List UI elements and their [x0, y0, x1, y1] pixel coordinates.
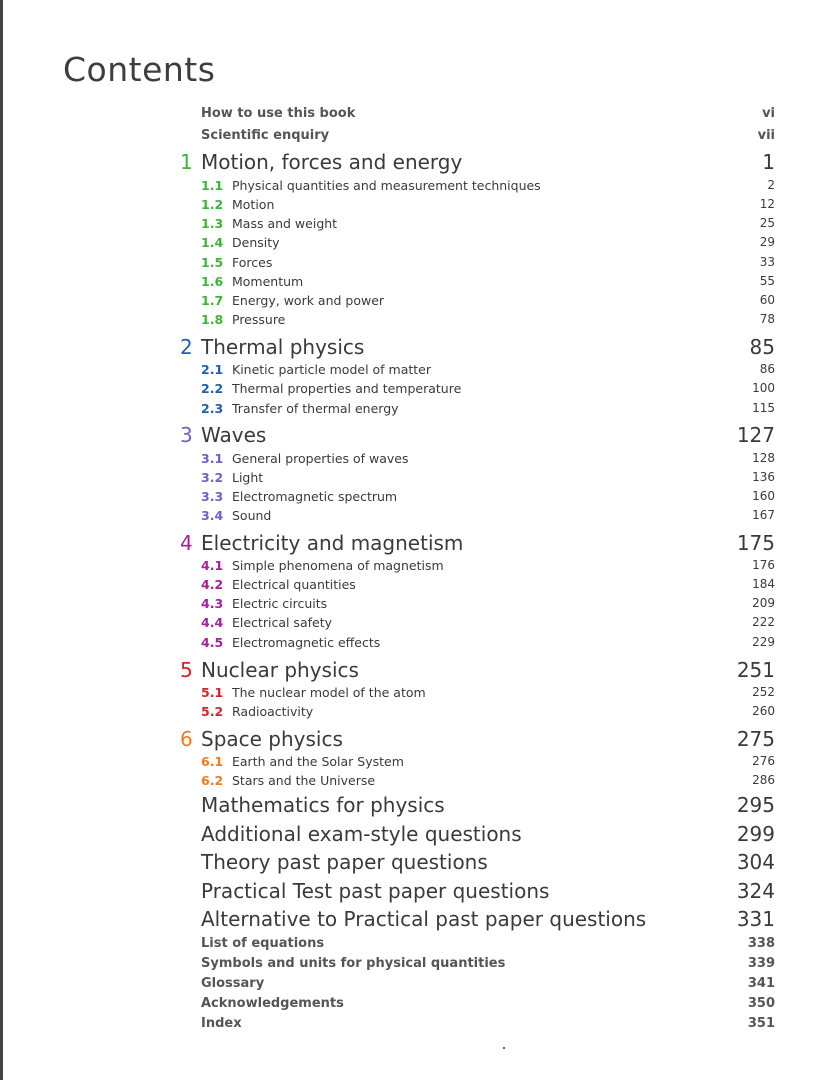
section-page: 86 [759, 362, 775, 376]
section-title: Physical quantities and measurement techniques [232, 178, 541, 193]
section-number: 3.4 [201, 508, 224, 523]
section-page: 229 [752, 635, 775, 649]
section-page: 55 [759, 274, 775, 288]
chapter-title: Thermal physics [201, 335, 365, 359]
chapter-page: 175 [736, 531, 775, 555]
section-title: Pressure [232, 312, 286, 327]
section-page: 25 [759, 216, 775, 230]
section-page: 167 [752, 508, 775, 522]
toc-entry-mathematics-for-physics[interactable] [0, 793, 839, 819]
section-page: 33 [759, 255, 775, 269]
section-page: 12 [759, 197, 775, 211]
section-number: 4.5 [201, 635, 224, 650]
toc-entry-label: Index [201, 1016, 242, 1031]
section-title: Electromagnetic spectrum [232, 489, 398, 504]
toc-entry-theory-past-papers[interactable] [0, 850, 839, 876]
toc-chapter-2[interactable] [0, 335, 839, 361]
section-title: The nuclear model of the atom [232, 685, 426, 700]
toc-entry-label: Symbols and units for physical quantities [201, 956, 506, 971]
section-page: 252 [752, 685, 775, 699]
chapter-page: 251 [736, 658, 775, 682]
toc-entry-page: 351 [747, 1016, 775, 1031]
section-title: Density [232, 235, 280, 250]
section-title: Radioactivity [232, 704, 314, 719]
section-title: General properties of waves [232, 451, 409, 466]
chapter-title: Nuclear physics [201, 658, 359, 682]
toc-entry-page: 331 [736, 907, 775, 931]
toc-entry-title: Mathematics for physics [201, 793, 445, 817]
chapter-page: 127 [736, 423, 775, 447]
toc-entry-page: 304 [736, 850, 775, 874]
section-title: Motion [232, 197, 275, 212]
section-number: 3.1 [201, 451, 224, 466]
section-title: Simple phenomena of magnetism [232, 558, 444, 573]
section-number: 4.4 [201, 615, 224, 630]
section-title: Mass and weight [232, 216, 338, 231]
section-number: 4.1 [201, 558, 224, 573]
chapter-number: 2 [180, 335, 193, 359]
chapter-page: 275 [736, 727, 775, 751]
chapter-title: Space physics [201, 727, 343, 751]
section-number: 2.1 [201, 362, 224, 377]
toc-entry-page: 341 [747, 976, 775, 991]
chapter-title: Motion, forces and energy [201, 150, 463, 174]
section-title: Energy, work and power [232, 293, 385, 308]
section-number: 1.8 [201, 312, 224, 327]
section-page: 128 [752, 451, 775, 465]
toc-entry-scientific-enquiry[interactable] [0, 128, 839, 146]
section-page: 184 [752, 577, 775, 591]
chapter-page: 1 [762, 150, 775, 174]
section-number: 6.1 [201, 754, 224, 769]
section-number: 1.7 [201, 293, 224, 308]
section-page: 260 [752, 704, 775, 718]
toc-entry-page: 324 [736, 879, 775, 903]
section-number: 4.3 [201, 596, 224, 611]
chapter-title: Waves [201, 423, 267, 447]
toc-entry-title: Practical Test past paper questions [201, 879, 550, 903]
chapter-page: 85 [749, 335, 775, 359]
section-title: Electromagnetic effects [232, 635, 381, 650]
section-page: 115 [752, 401, 775, 415]
section-page: 136 [752, 470, 775, 484]
section-title: Electric circuits [232, 596, 328, 611]
section-number: 1.5 [201, 255, 224, 270]
section-page: 176 [752, 558, 775, 572]
toc-chapter-4[interactable] [0, 531, 839, 557]
toc-chapter-5[interactable] [0, 658, 839, 684]
toc-entry-how-to-use[interactable] [0, 106, 839, 124]
section-page: 286 [752, 773, 775, 787]
section-number: 4.2 [201, 577, 224, 592]
section-number: 1.2 [201, 197, 224, 212]
section-title: Electrical safety [232, 615, 332, 630]
section-number: 2.2 [201, 381, 224, 396]
section-page: 276 [752, 754, 775, 768]
toc-entry-practical-test-past-papers[interactable] [0, 879, 839, 905]
section-page: 209 [752, 596, 775, 610]
toc-entry-label: Glossary [201, 976, 265, 991]
toc-entry-alternative-to-practical[interactable] [0, 907, 839, 933]
toc-entry-label: How to use this book [201, 106, 356, 121]
toc-chapter-6[interactable] [0, 727, 839, 753]
chapter-number: 6 [180, 727, 193, 751]
toc-chapter-3[interactable] [0, 423, 839, 449]
toc-entry-label: Scientific enquiry [201, 128, 330, 143]
section-title: Sound [232, 508, 272, 523]
toc-entry-title: Additional exam-style questions [201, 822, 522, 846]
toc-entry-page: 350 [747, 996, 775, 1011]
chapter-number: 5 [180, 658, 193, 682]
section-title: Thermal properties and temperature [232, 381, 462, 396]
section-title: Stars and the Universe [232, 773, 376, 788]
page-title: Contents [63, 50, 216, 89]
toc-entry-title: Alternative to Practical past paper questions [201, 907, 647, 931]
section-title: Kinetic particle model of matter [232, 362, 432, 377]
toc-entry-page: 295 [736, 793, 775, 817]
toc-entry-page: vi [762, 106, 775, 121]
section-number: 5.2 [201, 704, 224, 719]
section-number: 1.4 [201, 235, 224, 250]
section-number: 3.3 [201, 489, 224, 504]
section-page: 222 [752, 615, 775, 629]
chapter-number: 1 [180, 150, 193, 174]
toc-entry-page: vii [757, 128, 775, 143]
toc-entry-additional-exam-questions[interactable] [0, 822, 839, 848]
section-page: 29 [759, 235, 775, 249]
section-title: Light [232, 470, 264, 485]
section-number: 6.2 [201, 773, 224, 788]
chapter-number: 3 [180, 423, 193, 447]
section-number: 2.3 [201, 401, 224, 416]
section-page: 160 [752, 489, 775, 503]
section-number: 1.6 [201, 274, 224, 289]
chapter-number: 4 [180, 531, 193, 555]
section-page: 60 [759, 293, 775, 307]
chapter-title: Electricity and magnetism [201, 531, 464, 555]
section-page: 100 [752, 381, 775, 395]
section-title: Earth and the Solar System [232, 754, 404, 769]
toc-entry-label: Acknowledgements [201, 996, 344, 1011]
section-number: 1.1 [201, 178, 224, 193]
section-title: Transfer of thermal energy [232, 401, 399, 416]
section-title: Momentum [232, 274, 304, 289]
section-number: 1.3 [201, 216, 224, 231]
toc-entry-page: 299 [736, 822, 775, 846]
toc-chapter-1[interactable] [0, 150, 839, 176]
toc-entry-page: 339 [747, 956, 775, 971]
section-page: 2 [767, 178, 775, 192]
section-title: Forces [232, 255, 273, 270]
section-number: 5.1 [201, 685, 224, 700]
toc-entry-title: Theory past paper questions [201, 850, 488, 874]
section-title: Electrical quantities [232, 577, 356, 592]
toc-entry-label: List of equations [201, 936, 325, 951]
toc-entry-page: 338 [747, 936, 775, 951]
section-page: 78 [759, 312, 775, 326]
stray-dot [503, 1047, 505, 1049]
section-number: 3.2 [201, 470, 224, 485]
